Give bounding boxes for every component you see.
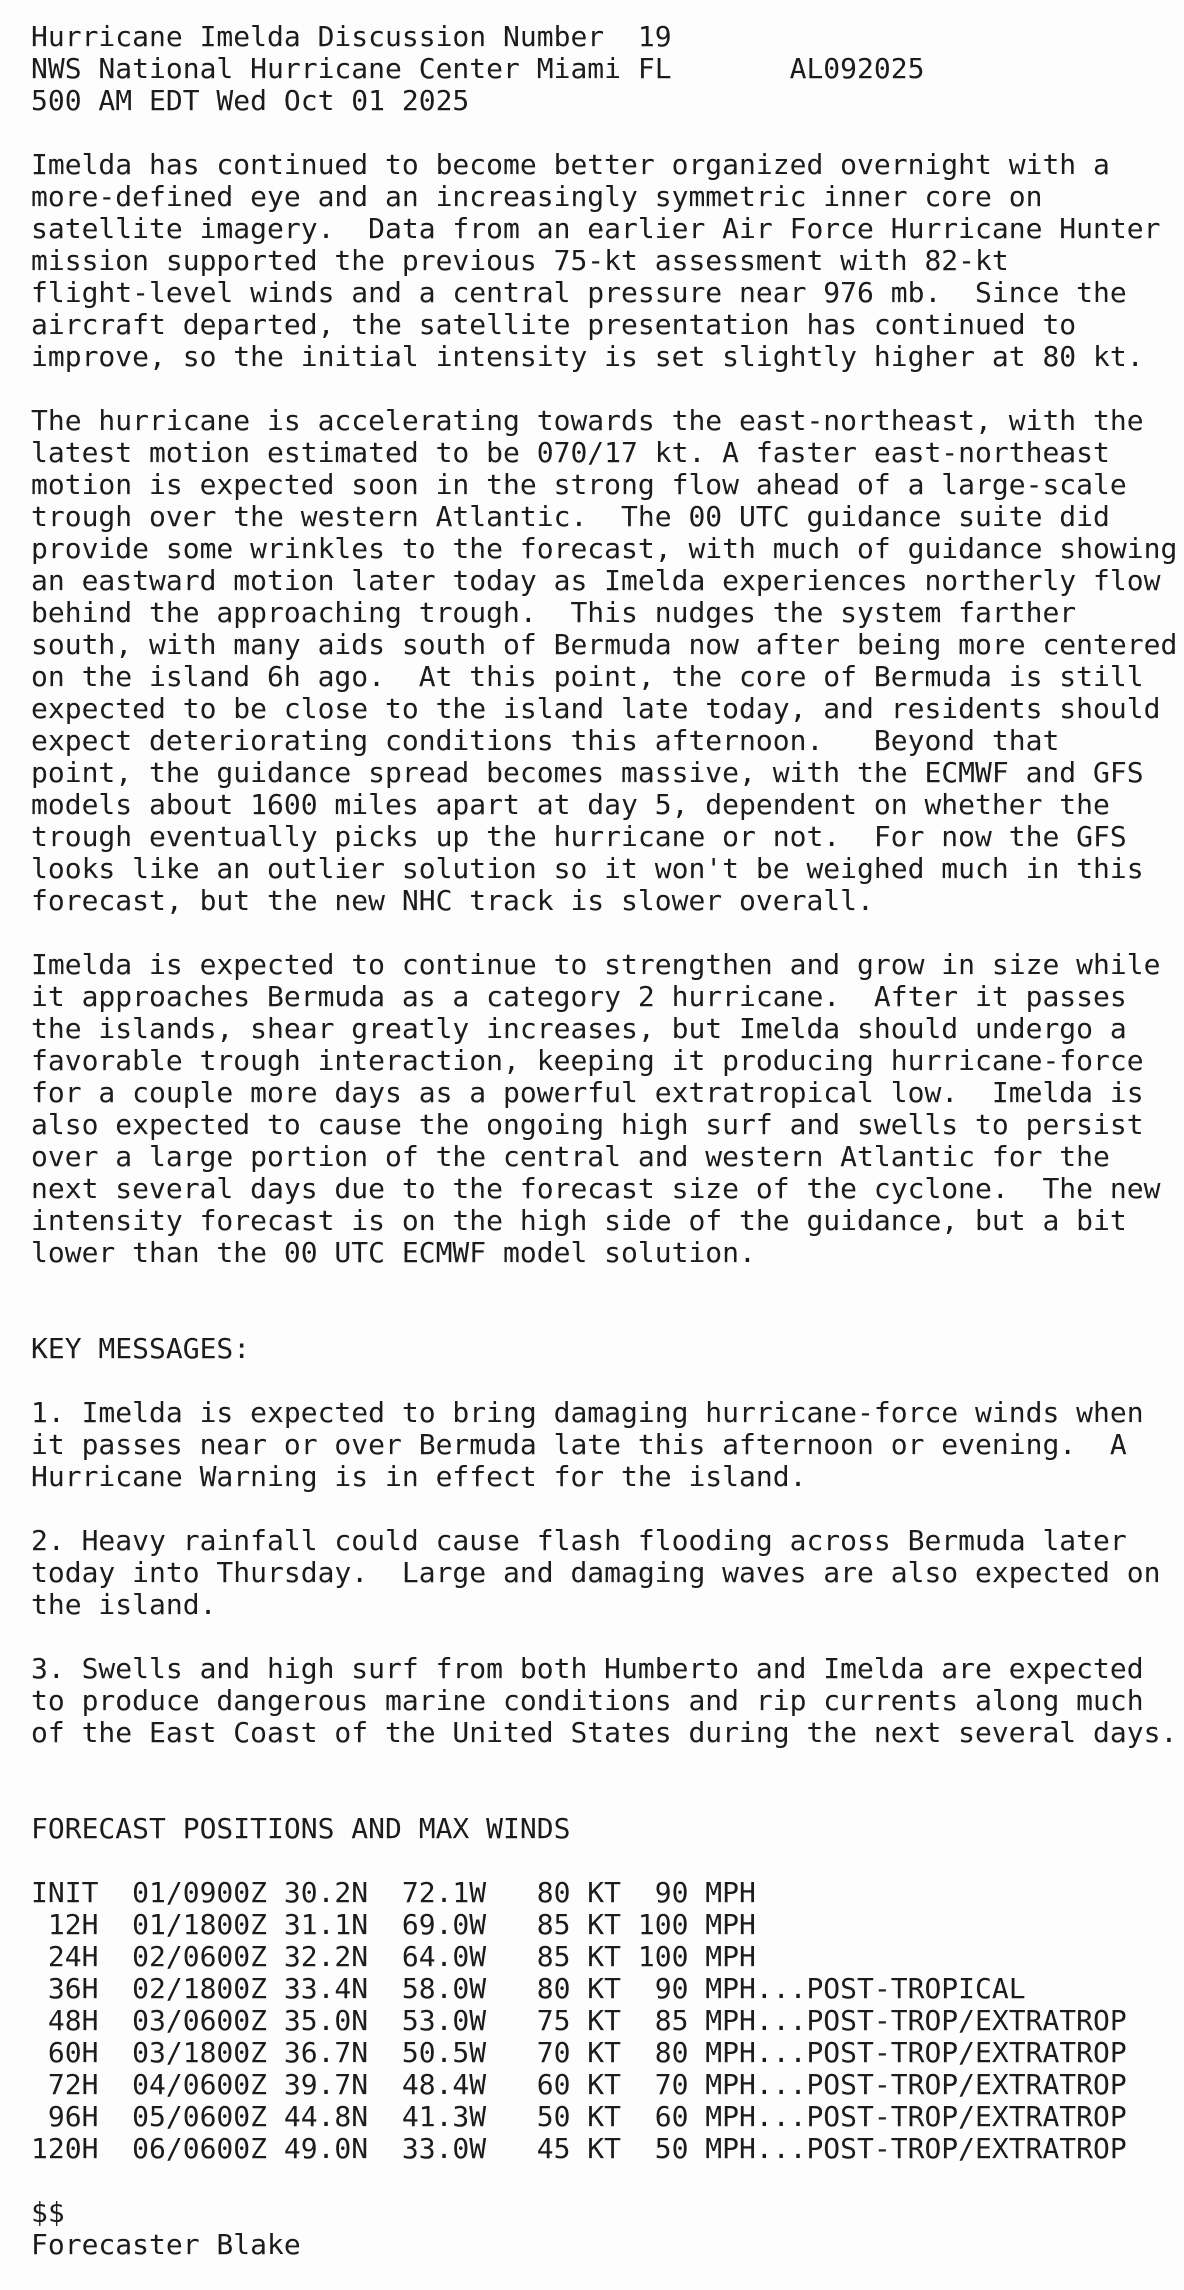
text-line: the island. (31, 1588, 217, 1621)
forecast-row-72h: 72H 04/0600Z 39.7N 48.4W 60 KT 70 MPH...POST-TROP/EXTRATROP (31, 2068, 1127, 2101)
text-line: of the East Coast of the United States during the next several days. (31, 1716, 1178, 1749)
text-line: next several days due to the forecast size of the cyclone. The new (31, 1172, 1161, 1205)
text-line: today into Thursday. Large and damaging waves are also expected on (31, 1556, 1161, 1589)
text-line: on the island 6h ago. At this point, the core of Bermuda is still (31, 660, 1144, 693)
text-line: it approaches Bermuda as a category 2 hurricane. After it passes (31, 980, 1127, 1013)
text-line: satellite imagery. Data from an earlier Air Force Hurricane Hunter (31, 212, 1161, 245)
text-line: Hurricane Warning is in effect for the island. (31, 1460, 807, 1493)
forecast-table (31, 1877, 1177, 2165)
blank-line (31, 1781, 1177, 1813)
paragraph-track (31, 405, 1177, 917)
blank-line (31, 117, 1177, 149)
discussion-title: Hurricane Imelda Discussion Number 19 (31, 20, 672, 53)
forecast-heading: FORECAST POSITIONS AND MAX WINDS (31, 1812, 571, 1845)
text-line: it passes near or over Bermuda late this afternoon or evening. A (31, 1428, 1127, 1461)
text-line: models about 1600 miles apart at day 5, dependent on whether the (31, 788, 1110, 821)
blank-line (31, 1269, 1177, 1301)
key-messages-heading: KEY MESSAGES: (31, 1332, 251, 1365)
text-line: expect deteriorating conditions this afternoon. Beyond that (31, 724, 1060, 757)
text-line: aircraft departed, the satellite presentation has continued to (31, 308, 1077, 341)
text-line: flight-level winds and a central pressure near 976 mb. Since the (31, 276, 1127, 309)
text-line: more-defined eye and an increasingly symmetric inner core on (31, 180, 1043, 213)
issuing-office: NWS National Hurricane Center Miami FL AL092025 (31, 52, 925, 85)
text-line: looks like an outlier solution so it won't be weighed much in this (31, 852, 1144, 885)
text-line: provide some wrinkles to the forecast, with much of guidance showing (31, 532, 1178, 565)
forecast-row-48h: 48H 03/0600Z 35.0N 53.0W 75 KT 85 MPH...POST-TROP/EXTRATROP (31, 2004, 1127, 2037)
text-line: forecast, but the new NHC track is slower overall. (31, 884, 874, 917)
text-line: motion is expected soon in the strong flow ahead of a large-scale (31, 468, 1127, 501)
forecast-row-24h: 24H 02/0600Z 32.2N 64.0W 85 KT 100 MPH (31, 1940, 756, 1973)
paragraph-outlook (31, 949, 1177, 1269)
forecaster-signature: Forecaster Blake (31, 2228, 301, 2261)
text-line: 1. Imelda is expected to bring damaging hurricane-force winds when (31, 1396, 1144, 1429)
key-message-1 (31, 1397, 1177, 1493)
text-line: mission supported the previous 75-kt assessment with 82-kt (31, 244, 1009, 277)
text-line: favorable trough interaction, keeping it producing hurricane-force (31, 1044, 1144, 1077)
forecast-row-120h: 120H 06/0600Z 49.0N 33.0W 45 KT 50 MPH...POST-TROP/EXTRATROP (31, 2132, 1127, 2165)
issue-time: 500 AM EDT Wed Oct 01 2025 (31, 84, 470, 117)
text-line: an eastward motion later today as Imelda experiences northerly flow (31, 564, 1161, 597)
blank-line (31, 917, 1177, 949)
text-line: over a large portion of the central and western Atlantic for the (31, 1140, 1110, 1173)
text-line: Imelda has continued to become better organized overnight with a (31, 148, 1110, 181)
forecast-row-36h: 36H 02/1800Z 33.4N 58.0W 80 KT 90 MPH...POST-TROPICAL (31, 1972, 1026, 2005)
text-line: latest motion estimated to be 070/17 kt. A faster east-northeast (31, 436, 1110, 469)
text-line: also expected to cause the ongoing high surf and swells to persist (31, 1108, 1144, 1141)
blank-line (31, 373, 1177, 405)
blank-line (31, 1301, 1177, 1333)
text-line: 3. Swells and high surf from both Humberto and Imelda are expected (31, 1652, 1144, 1685)
text-line: behind the approaching trough. This nudges the system farther (31, 596, 1077, 629)
forecast-row-60h: 60H 03/1800Z 36.7N 50.5W 70 KT 80 MPH...POST-TROP/EXTRATROP (31, 2036, 1127, 2069)
text-line: point, the guidance spread becomes massive, with the ECMWF and GFS (31, 756, 1144, 789)
text-line: The hurricane is accelerating towards the east-northeast, with the (31, 404, 1144, 437)
text-line: for a couple more days as a powerful extratropical low. Imelda is (31, 1076, 1144, 1109)
text-line: intensity forecast is on the high side of the guidance, but a bit (31, 1204, 1127, 1237)
text-line: to produce dangerous marine conditions and rip currents along much (31, 1684, 1144, 1717)
forecast-row-96h: 96H 05/0600Z 44.8N 41.3W 50 KT 60 MPH...POST-TROP/EXTRATROP (31, 2100, 1127, 2133)
blank-line (31, 1621, 1177, 1653)
blank-line (31, 1749, 1177, 1781)
blank-line (31, 1493, 1177, 1525)
paragraph-intensity (31, 149, 1177, 373)
forecast-row-12h: 12H 01/1800Z 31.1N 69.0W 85 KT 100 MPH (31, 1908, 756, 1941)
text-line: trough over the western Atlantic. The 00 UTC guidance suite did (31, 500, 1110, 533)
key-message-3 (31, 1653, 1177, 1749)
text-line: lower than the 00 UTC ECMWF model solution. (31, 1236, 756, 1269)
text-line: Imelda is expected to continue to strengthen and grow in size while (31, 948, 1161, 981)
blank-line (31, 2165, 1177, 2197)
blank-line (31, 1365, 1177, 1397)
text-line: 2. Heavy rainfall could cause flash flooding across Bermuda later (31, 1524, 1127, 1557)
text-line: the islands, shear greatly increases, but Imelda should undergo a (31, 1012, 1127, 1045)
key-message-2 (31, 1525, 1177, 1621)
text-line: trough eventually picks up the hurricane or not. For now the GFS (31, 820, 1127, 853)
text-line: expected to be close to the island late today, and residents should (31, 692, 1161, 725)
text-line: improve, so the initial intensity is set slightly higher at 80 kt. (31, 340, 1144, 373)
discussion-document (31, 21, 1177, 2261)
forecast-row-init: INIT 01/0900Z 30.2N 72.1W 80 KT 90 MPH (31, 1876, 756, 1909)
blank-line (31, 1845, 1177, 1877)
text-line: south, with many aids south of Bermuda now after being more centered (31, 628, 1178, 661)
end-marker: $$ (31, 2196, 65, 2229)
